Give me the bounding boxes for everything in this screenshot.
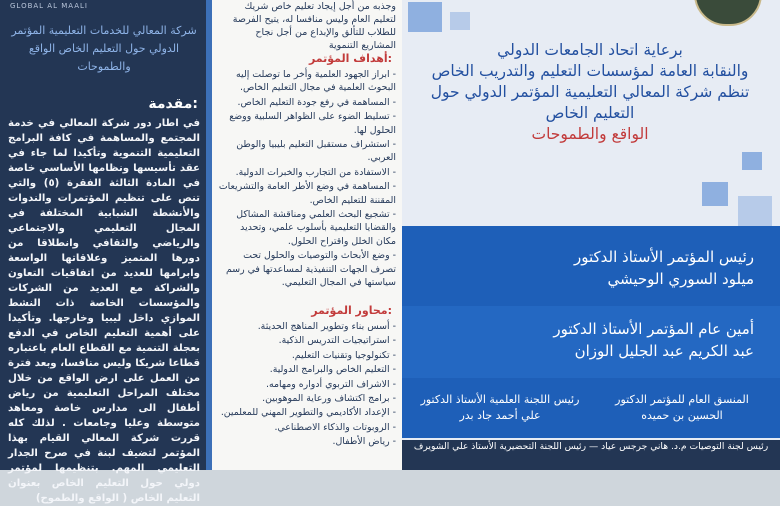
axis-item: - رياض الأطفال.: [218, 435, 396, 448]
president-band: [402, 226, 780, 306]
conference-title: [412, 40, 768, 145]
axis-item: - برامج اكتشاف ورعاية الموهوبين.: [218, 392, 396, 405]
coordinator-label: المنسق العام للمؤتمر الدكتور: [615, 393, 749, 406]
president-label: رئيس المؤتمر الأستاذ الدكتور: [574, 248, 754, 266]
goals-list: [218, 68, 396, 291]
goal-item: - المساهمة في رفع جودة التعليم الخاص.: [218, 96, 396, 109]
footer-text: رئيس لجنة التوصيات م.د. هاني جرجس عياد — رئيس اللجنة التحضيرية الأستاذ علي الشويرف: [402, 440, 780, 470]
axis-item: - استراتيجيات التدريس الذكية.: [218, 334, 396, 347]
goal-item: - تسليط الضوء على الظواهر السلبية ووضع الحلول لها.: [218, 110, 396, 137]
title-line: التعليم الخاص: [545, 104, 635, 122]
title-line: والنقابة العامة لمؤسسات التعليم والتدريب الخاص: [431, 62, 749, 80]
goal-item: - المساهمة في وضع الأطر العامة والتشريعات المقننة للتعليم الخاص.: [218, 180, 396, 207]
decor-square: [742, 152, 762, 170]
goals-title: أهداف المؤتمر:: [308, 52, 392, 65]
goal-item: - وضع الأبحاث والتوصيات والحلول تحت تصرف الجهات التنفيذية لمساعدتها في رسم سياستها في المجال التعليمي.: [218, 249, 396, 289]
decor-square: [702, 182, 728, 206]
introduction-text: في اطار دور شركة المعالي في خدمة المجتمع والمساهمة في كافة البرامج التعليمية التنموية وتأكيدا لما جاء في عقد تأسيسها ونظامها الأساسي خاصة في المادة الثالثة الفقرة (٥) والتي تنص على تنظيم المؤتمرات والندوات والأنشطة الشبابية المختلفة في المجال التعليمي والاجتماعي والرياضي والثقافي وانطلاقا من دورها المتميز وعلاقاتها الواسعة وابرامها للعديد من اتفاقيات التعاون والشراكة مع العديد من الشركات والمؤسسات الخاصة ذات النشط الموازي داخل ليبيا وخارجها. وتأكيدا على أهمية التعليم الخاص في الدفع بعجلة التنمية مع القطاع العام باعتباره قطاعا شريكا وليس منافسا، وبعد فترة من العمل على ارض الواقع من خلال مختلف المراحل التعليمية من رياض أطفال الى مدارس خاصة ومعاهد متوسطة وعليا وجامعات . لذلك كله قررت شركة المعالي القيام بهذا المؤتمر لتضيف لبنة في صرح الجدار التعليمي المهم. بتنظيمها لمؤتمر دولي حول التعليم الخاص بعنوان التعليم الخاص ( الواقع والطموح): [8, 118, 200, 504]
goals-panel: [212, 0, 402, 470]
introduction-title: مقدمة:: [148, 96, 198, 112]
scientific-committee-block: [410, 392, 590, 424]
committee-band: [402, 378, 780, 438]
title-accent: الواقع والطموحات: [531, 125, 649, 143]
coordinator-name: الحسين بن حميده: [641, 409, 723, 422]
continued-text: وجذبه من أجل إيجاد تعليم خاص شريك لتعليم العام وليس منافسا له، يتيح الفرصة للطلاب للتألق والإبداع من أجل نجاح المشاريع التنموية: [232, 1, 396, 51]
panel-heading: شركة المعالي للخدمات التعليمية المؤتمر الدولي حول التعليم الخاص الواقع والطموحات: [11, 24, 197, 73]
goal-item: - الاستفادة من التجارب والخبرات الدولية.: [218, 166, 396, 179]
scientific-name: علي أحمد جاد بدر: [459, 409, 541, 422]
secretary-name: عبد الكريم عبد الجليل الوزان: [574, 342, 754, 360]
title-line: تنظم شركة المعالي التعليمية المؤتمر الدولي حول: [430, 83, 750, 101]
axes-title: محاور المؤتمر:: [311, 304, 392, 317]
goal-item: - استشراف مستقبل التعليم بليبيا والوطن العربي.: [218, 138, 396, 165]
coordinator-block: [592, 392, 772, 424]
secretary-band: [402, 306, 780, 378]
axes-list: [218, 320, 396, 450]
axis-item: - الروبوتات والذكاء الاصطناعي.: [218, 421, 396, 434]
axis-item: - التعليم الخاص والبرامج الدولية.: [218, 363, 396, 376]
decor-square: [408, 2, 442, 32]
goal-item: - ابراز الجهود العلمية وأخر ما توصلت إليه البحوث العلمية في مجال التعليم الخاص.: [218, 68, 396, 95]
goal-item: - تشجيع البحث العلمي ومناقشة المشاكل والقضايا التعليمية بأسلوب علمي، وتحديد مكان الخلل واقتراح الحلول.: [218, 208, 396, 248]
cover-panel: [402, 0, 780, 470]
axis-item: - تكنولوجيا وتقنيات التعليم.: [218, 349, 396, 362]
axis-item: - الاشراف التربوي أدواره ومهامه.: [218, 378, 396, 391]
organization-logo: [694, 0, 762, 26]
scientific-label: رئيس اللجنة العلمية الأستاذ الدكتور: [420, 393, 580, 406]
president-name: ميلود السوري الوحيشي: [607, 270, 754, 288]
decor-square: [450, 12, 470, 30]
axis-item: - الإعداد الأكاديمي والتطوير المهني للمعلمين.: [218, 406, 396, 419]
axis-item: - أسس بناء وتطوير المناهج الحديثة.: [218, 320, 396, 333]
introduction-panel: [0, 0, 212, 504]
decor-square: [738, 196, 772, 226]
brand-text: GLOBAL AL MAALI: [10, 2, 88, 10]
title-line: برعاية اتحاد الجامعات الدولي: [497, 41, 683, 59]
secretary-label: أمين عام المؤتمر الأستاذ الدكتور: [553, 320, 754, 338]
